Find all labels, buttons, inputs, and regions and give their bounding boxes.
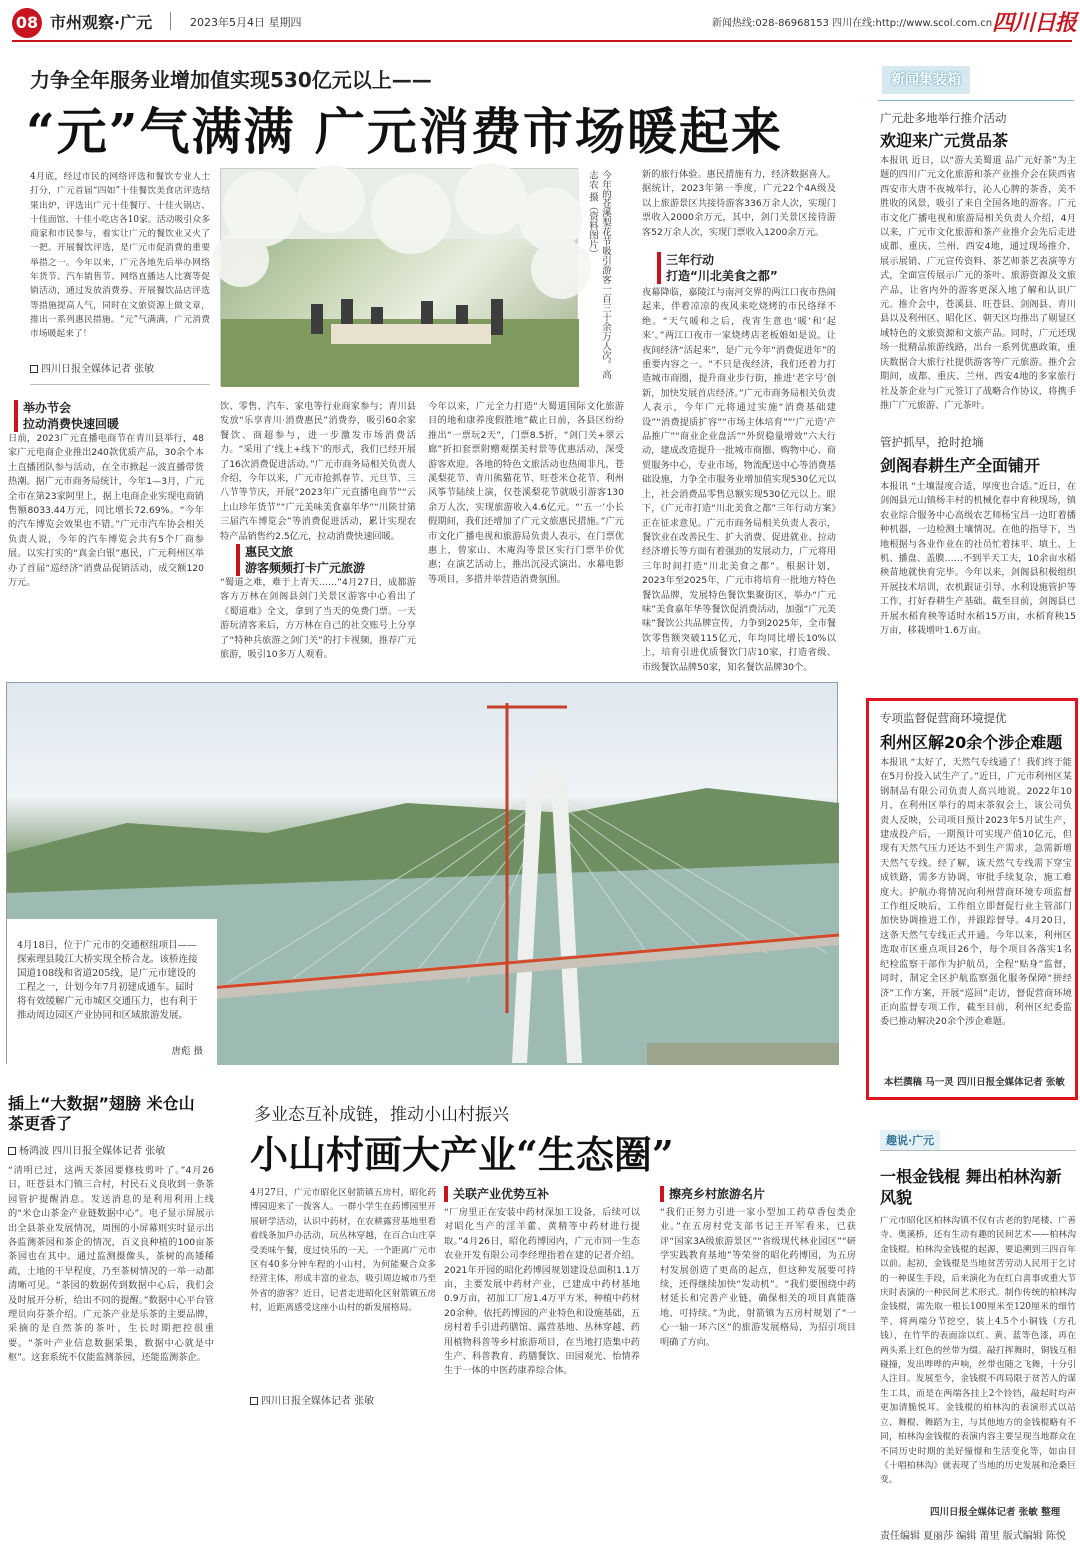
pear-photo-caption: 今年的苍溪梨花节吸引游客一百三十余万人次。高志农 摄（资料图片） bbox=[587, 170, 611, 379]
item2-text: 本报讯 “土壤湿度合适，厚度也合适。”近日，在剑阁县元山镇杨丰村的机械化春中育秧现场，镇农业综合服务中心高级农艺师杨宝昌一边盯着播种机器，一边检测土壤情况。在他的指导下，当地根据与各业作业在的社员忙着抹平、填土、上机、播盘、盖膜……不到半天工夫，10余亩水稻秧苗地就快育完毕。今年以来，剑阁县积极组织开展技术培训，农机跟证引导、水利设施管护等工作，打好春耕生产基础。截至目前，剑阁县已开展水稻育秧等适时水稻15万亩，水稻育秧15万亩，移栽增叶1.6万亩。 bbox=[880, 481, 1076, 637]
bridge-caption: 4月18日，位于广元市的交通枢纽项目——探索理县陵江大桥实现全桥合龙。该桥连接国道108线和省道205线，是广元市建设的工程之一，计划今年7月初建成通车。届时将有效缓解广元市城区交通压力，也有利于推动周边园区产业协同和区域旅游发展。 bbox=[17, 940, 198, 1021]
newspaper-logo: 四川日报 bbox=[992, 10, 1077, 36]
lead-intro-rule bbox=[30, 384, 210, 385]
village-kicker: 多业态互补成链，推动小山村振兴 bbox=[254, 1105, 509, 1125]
fun-guangyuan-tag: 趣说·广元 bbox=[880, 1130, 940, 1150]
header-divider bbox=[170, 12, 171, 30]
item3-byline: 本栏撰稿 马一灵 四川日报全媒体记者 张敏 bbox=[884, 1077, 1065, 1088]
byline-box-icon bbox=[250, 1397, 258, 1405]
village-headline: 小山村画大产业“生态圈” bbox=[250, 1132, 674, 1177]
publication-date: 2023年5月4日 星期四 bbox=[190, 16, 302, 29]
lead-intro: 4月底，经过市民的网络评选和餐饮专业人士打分，广元首届“四如”十佳餐饮美食店评选结果出炉，评选出广元十佳餐厅、十佳火锅店、十佳面馆、十佳小吃店各10家。活动吸引众多商家和市民参与，着实让广元的餐饮业又火了一把。开展餐饮评选，是广元市促消费的重要举措之一。今年以来，广元各地先后举办网络年货节、汽车销售节、网络直播达人比赛等促销活动，通过发放消费券、开展餐饮品店评选等措施提高人气，同时在文旅资源上做文章，推出一系列惠民措施。“元”气满满，广元消费市场暖起来了！ bbox=[30, 172, 210, 340]
bigdata-byline: 杨鸿波 四川日报全媒体记者 张敏 bbox=[8, 1142, 165, 1157]
item2-subhead: 管护抓早，抢时抢墒 bbox=[880, 435, 984, 449]
lead-col2-text: 新的旅行体验。惠民措施有力，经济数据喜人。据统计，2023年第一季度，广元22个4A级及以上旅游景区共接待游客336万余人次，实现门票收入2000余万元，其中，剑门关景区接待游客52万余人次，实现门票收入1200余万元。 bbox=[642, 169, 836, 238]
industry-text: “厂房里正在安装中药材深加工设备，后续可以对昭化当产的淫羊藿、黄精等中药材进行提取。”4月26日，昭化药博园内，广元市同一生态农业开发有限公司李经理指着在建的记者介绍。2021年开园的昭化药博园规划建设总面积1.1万亩，主要发展中药材产业，已建成中药材基地0.9万亩，初加工厂房1.4万平方米，种植中药材20余种。依托药博园的产业特色和设施基础，五房村着手引进药膳馆、露营基地、丛林穿越、药用植物科普等乡村旅游项目，在当地打造集中药生产、科普教育、药膳餐饮、田园观光、怡情养生于一体的中医药康养综合体。 bbox=[444, 1207, 640, 1377]
item3-subhead: 专项监督促营商环境提优 bbox=[880, 711, 1007, 725]
rural-tourism-subhead: 擦亮乡村旅游名片 bbox=[660, 1186, 850, 1202]
item2-title: 剑阁春耕生产全面铺开 bbox=[880, 456, 1041, 475]
bridge-photo bbox=[6, 682, 838, 1064]
header-rule bbox=[12, 40, 1072, 42]
rural-tourism-text: “我们正努力引进一家小型加工药草香包类企业。”在五房村党支部书记王开军看来，已获评“国家3A级旅游景区”“省级现代林业园区”“研学实践教育基地”等荣誉的昭化药博园，为五房村发展创造了更高的起点，但这种发展要可持续，还得继续加快“发动机”。“我们要围绕中药材延长和完善产业链，确保相关的项目真能落地、可持续。”为此，射箭镇为五房村规划了“一心一轴一环六区”的旅游发展格局，为招引项目明确了方向。 bbox=[660, 1207, 856, 1348]
lead-headline: “元”气满满 广元消费市场暖起来 bbox=[26, 102, 783, 161]
village-intro: 4月27日，广元市昭化区射箭镇五房村，昭化药博园迎来了一拨客人。一群小学生在药博园里开展研学活动，认识中药材，在农耕露营基地里看着线条加戶办活动，玩丛林穿越，在百合山庄享受美味午餐，度过快乐的一天。一个距离广元市区有40多分钟车程的小山村，为何能聚合众多经营主体，形成丰富的业态，吸引周边城市乃至外省的游客？近日，记者走进昭化区射箭镇五房村，近距离感受这座小山村的新发展格局。 bbox=[250, 1188, 436, 1314]
byline-box-icon bbox=[30, 365, 38, 373]
bridge-caption-box bbox=[7, 919, 217, 1065]
bridge-photo-credit: 唐彪 摄 bbox=[171, 1046, 203, 1057]
item1-title: 欢迎来广元赏品茶 bbox=[880, 131, 1009, 150]
industry-subhead: 关联产业优势互补 bbox=[444, 1186, 634, 1202]
three-year-subhead: 三年行动 打造“川北美食之都” bbox=[657, 252, 837, 284]
bigdata-title: 插上“大数据”翅膀 米仓山茶更香了 bbox=[8, 1094, 195, 1133]
item3-title: 利州区解20余个涉企难题 bbox=[880, 733, 1063, 752]
item4-byline: 四川日报全媒体记者 张敏 整理 bbox=[930, 1507, 1061, 1518]
page-number-badge: 08 bbox=[12, 8, 42, 38]
pear-blossom-photo bbox=[220, 168, 578, 386]
byline-box-icon bbox=[8, 1147, 16, 1155]
lower-colB2-text: “蜀道之难，难于上青天……”4月27日，成都游客方万林在剑阁县剑门关景区游客中心看出了《蜀道难》全文，拿到了当天的免费门票。一天游玩清客来后，方万林在自己的社交账号上分享了“特种兵旅游之剑门关”的打卡视频，推荐广元旅游，吸引10多万人观看。 bbox=[220, 577, 416, 661]
item1-subhead: 广元赴多地举行推介活动 bbox=[880, 111, 1007, 125]
news-container-rule bbox=[878, 100, 1074, 101]
lower-colA-text: 日前，2023广元直播电商节在青川县举行，48家广元电商企业推出240款优质产品，30余个本土直播团队参与活动，在全市掀起一波直播带货热潮。据广元市商务局统计，今年1—3月，广元全市在第23家阿里上，据上电商企业实现电商销售额8033.44万元，同比增长72.69%。“今年的汽车博览会效果也不错。”广元市汽车协会相关负责人说，今年的汽车博览会共有5个厂商参展。以实打实的“真金白银”惠民，广元利州区举办了首届“巡经济”消费品促销活动，成交额120万元。 bbox=[8, 433, 204, 589]
lower-colB-text: 饮、零售、汽车、家电等行业商家参与；青川县发放“乐享青川·消费惠民”消费券，吸引60余家餐饮、商超参与，进一步激发市场消费活力。“采用了‘线上+线下’的形式，我们已经开展了16次消费促进活动。”广元市商务局相关负责人介绍，今年以来，广元市抢抓春节、元旦节、三八节等节庆，开展“2023年广元直播电商节”“云上山珍年货节”“广元美味美食嘉年华”“川陕甘第三届汽车博览会”等消费促进活动，累计实现农特产品销售约2.5亿元，拉动消费快速回暖。 bbox=[220, 401, 416, 542]
lower-colC-text: 今年以来，广元全力打造“大蜀道国际文化旅游目的地和康养度假胜地”截止日前，各县区纷纷推出“一票玩2天”，门票8.5折，“剑门关+翠云廊”折扣套票附赠观摆美村景等优惠活动，深受游客欢迎。各地的特色文旅活动也热闹非凡，苍溪梨花节、青川熊猫花节、旺苍米仓花节、利州风筝节陆续上演，仅苍溪梨花节就吸引游客130余万人次，实现旅游收入4.6亿元。“‘五一’小长假期间，我们还增加了广元文旅惠民措施。”广元市文化广播电视和旅游局负责人表示，在门票优惠上，曾家山、木庵沟等景区实行门票半价优惠；在演艺活动上，推出沉浸式演出、水幕电影等项目，多措并举营造消费氛围。 bbox=[428, 401, 624, 585]
news-container-tag: 新闻集装箱 bbox=[882, 66, 970, 94]
item4-rule bbox=[880, 1150, 1076, 1151]
editor-credits: 责任编辑 夏丽莎 编辑 莆里 版式编辑 陈悦 bbox=[880, 1531, 1066, 1542]
photo-illustration bbox=[221, 169, 579, 387]
lead-col3-text: 夜幕降临，嘉陵江与南河交界的两江口夜市热闹起来，伴着凉凉的夜风来吃烧烤的市民络绎不绝。“天气暖和之后，夜宵生意也‘暖’和‘起来’。”两江口夜市一家烧烤店老板娘如是说。让夜间经济“活起来”，是广元今年“消费促进年”的重要内容之一。“不只是夜经济，我们还着力打造城市商圈，提升商业步行街，推进‘老字号’创新，加快发展首店经济。”广元市商务局相关负责人表示，今年广元将通过实施“消费基础建设”“消费提质扩容”“市场主体培育”“‘广元造’产品推广”“商业企业盘活”“外贸稳量增效”六大行动，建成改造提升一批城市商圈、购物中心、商贸服务中心，专业市场，物流配送中心等消费基础设施，力争全市服务业增加值实现530亿元以上，社会消费品零售总额实现530亿元以上。眼下，《广元市打造“川北美食之都”三年行动方案》正在征求意见。广元市商务局相关负责人表示，餐饮业在改善民生、扩大消费、促进就业、拉动经济增长等方面有着强劲的发展动力，广元将用三年时间打造“川北美食之都”。根据计划，2023年至2025年，广元市将培育一批地方特色餐饮品牌，发展特色餐饮集聚街区，举办“广元味”美食嘉年华等餐饮促消费活动，加强“广元美味”餐饮公共品牌宣传，力争到2025年，全市餐饮零售额突破115亿元，年均同比增长10%以上，培育引进优质餐饮门店10家，打造省级、市级餐饮品牌50家，知名餐饮品牌30个。 bbox=[642, 287, 836, 673]
village-byline: 四川日报全媒体记者 张敏 bbox=[250, 1392, 374, 1407]
festival-subhead: 举办节会 拉动消费快速回暖 bbox=[14, 400, 204, 432]
item4-title: 一根金钱棍 舞出柏林沟新风貌 bbox=[880, 1167, 1062, 1207]
lead-kicker: 力争全年服务业增加值实现530亿元以上—— bbox=[30, 68, 432, 92]
section-name: 市州观察·广元 bbox=[50, 13, 153, 32]
tourism-subhead: 惠民文旅 游客频频打卡广元旅游 bbox=[236, 544, 416, 576]
item3-text: 本报讯 “太好了，天然气专线通了！我们终于能在5月份投入试生产了。”近日，广元市利州区某钢制品有限公司负责人高兴地说。2022年10月，在利州区举行的周末茶叙会上，该公司负责人反映，公司项目预计2023年5月试生产，建成投产后，一期预计可实现产值10亿元，但现有天然气压力还达不到生产需求，急需新增天然气专线。经了解，该天然气专线需下穿宝成铁路，需多方协调，审批手续复杂，施工难度大。护航办将情况向利州营商环境专项监督工作组反映后，工作组立即督促行业主管部门加快协调推进工作，并跟踪督导。4月20日，这条天然气专线正式开通。今年以来，利州区选取市区重点项目26个，每个项目各落实1名纪检监察干部作为护航员，全程“贴身”监督，同时，制定全区护航监察强化服务保障“拼经济”工作方案，开展“巡回”走访，督促营商环境正向监督专项工作，截至目前，利州区纪委监委已推动解决20余个涉企难题。 bbox=[880, 757, 1072, 1028]
item4-text: 广元市昭化区柏林沟镇不仅有古老的豹尾楼、广善寺、奥溪桥，还有生动有趣的民间艺术——柏林沟金钱棍。柏林沟金钱棍的起源，要追溯到三四百年以前。起初，金钱棍是当地贫苦劳动人民用于乞讨的一种谋生手段，后来演化为在红白喜事或重大节庆时表演的一种民间艺术形式。制作传统的柏林沟金钱棍，需先取一根长100厘米至120厘米的细竹竿，将两端分节挖空，装上4.5个小铜钱（方孔钱），在竹竿的表面涂以红、黄、蓝等色漆，再在两头系上红色的丝带为缀。敲打挥舞时，铜钱互相碰撞，发出哗哗的声响，丝带也随之飞舞，十分引人注目。发展至今，金钱棍不再局限于贫苦人的谋生工具，而是在两端各挂上2个铃铛，敲起时均声更加清脆悦耳。金钱棍的柏林沟的表演形式以站立、舞棍、舞蹈为主，与其他地方的金钱棍略有不同，柏林沟金钱棍的表演内容主要呈现当地群众在不同历史时期的美好憧憬和生活变化等，如由目《十唱柏林沟》就表现了当地的历史发展和沧桑巨变。 bbox=[880, 1216, 1076, 1486]
item1-text: 本报讯 近日，以“游大美蜀道 品广元好茶”为主题的四川广元文化旅游和茶产业推介会在陕西省西安市大唐不夜城举行，沁人心脾的茶香，美不胜收的风景，吸引了来自全国各地的游客。广元市文化广播电视和旅游局相关负责人介绍，4月以来，广元市文化旅游和茶产业推介会先后走进成都、重庆、兰州、西安4地，通过现场推介、展示展销、广元宣传资料、茶艺师茶艺表演等方式，全面宣传展示广元的茶叶、旅游资源及文旅产品，让省内外的游客更深入地了解和认识广元。推介会中，苍溪县、旺苍县、剑阁县、青川县以及利州区、昭化区、朝天区均推出了剔显区域特色的文旅资源和文旅产品。同时，广元还现场一批精品旅游线路，出台一系列优惠政策，重庆数据合大旅行社提供游客等广元旅游。推介会期间，成都、重庆、兰州、西安4地的多家旅行社及茶企业与广元签订了战略合作协议，将携手推广广元旅游、广元茶叶。 bbox=[880, 155, 1076, 411]
lead-byline: 四川日报全媒体记者 张敏 bbox=[30, 360, 154, 375]
bigdata-text: “清明已过，这两天茶园要修枝剪叶了。”4月26日，旺苍县木门镇三合村，村民石义良收到一条茶园管护提醒消息。发送消息的是利用利用上线的“米仓山茶金产业链数据中心”。电子显示屏展示出全县茶业发展情况，周围的小屏幕则实时显示出各监测茶园和茶企的情况，百义良种植的100亩茶茶园也在其中。通过监测摄像头，茶树的高矮稀疏，土地的干旱程度，乃至茶树情况的一举一动都清晰可见。“茶园的数据传到数据中心后，我们会及时展开分析，给出不同的提醒。”数据中心平台管理员向芬茶介绍。广元茶产业是乐茶的主要品牌，采摘的是自然茶的茶叶，生长时期把控很重要。“茶叶产业信息数据采集，数据中心就是中枢”。这套系统不仅能监测茶园，还能监测茶企。 bbox=[8, 1165, 214, 1364]
hotline-website: 新闻热线:028-86968153 四川在线:http://www.scol.com.cn bbox=[712, 18, 993, 29]
